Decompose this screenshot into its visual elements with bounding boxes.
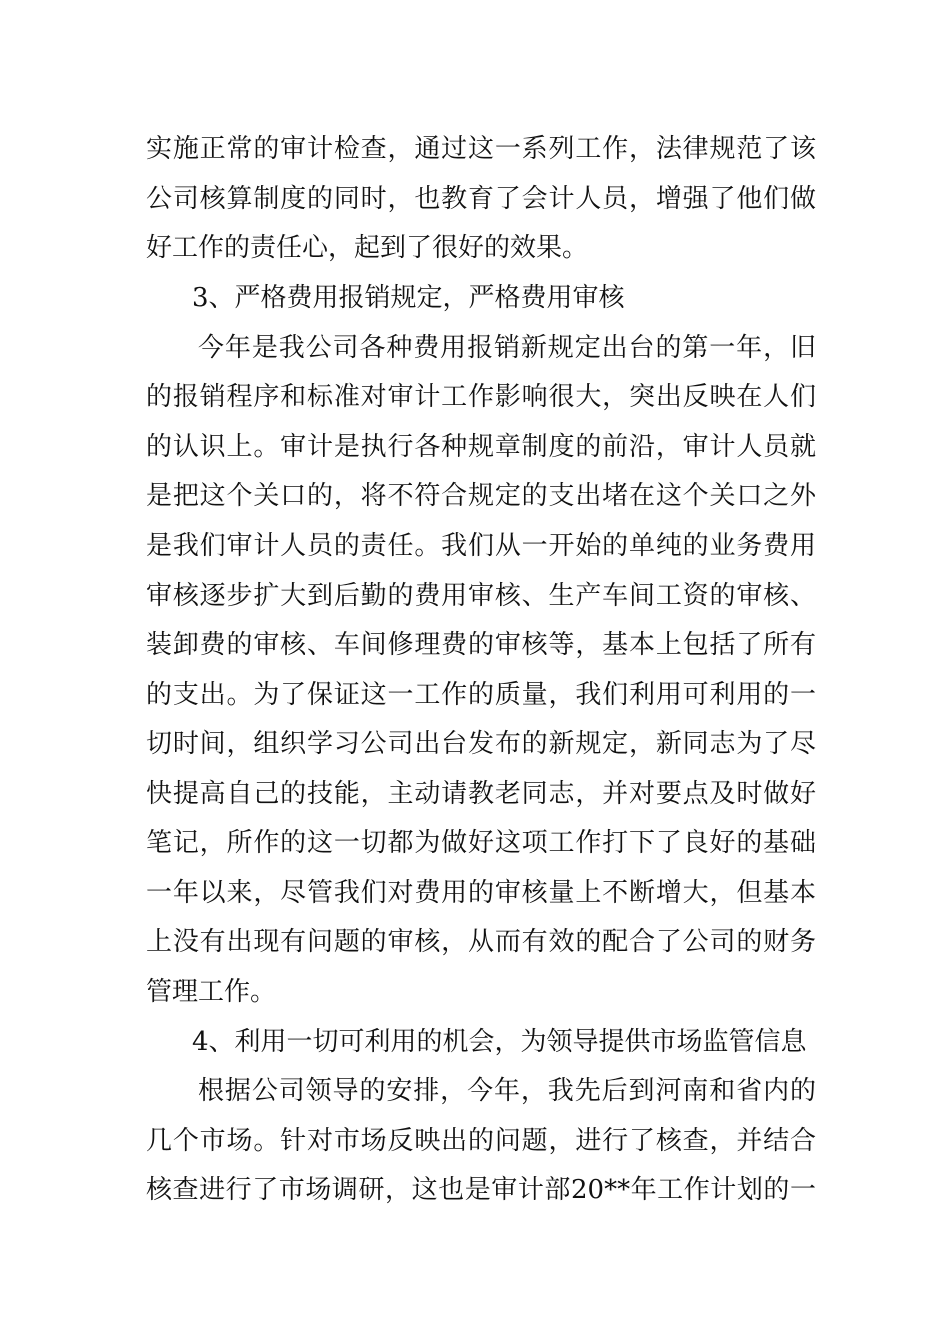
text-line: 实施正常的审计检查，通过这一系列工作，法律规范了该 — [146, 134, 816, 164]
text-line: 装卸费的审核、车间修理费的审核等，基本上包括了所有 — [146, 630, 816, 660]
text-line: 管理工作。 — [146, 977, 277, 1007]
text-line: 的报销程序和标准对审计工作影响很大，突出反映在人们 — [146, 382, 816, 412]
text-line: 核查进行了市场调研，这也是审计部20**年工作计划的一 — [146, 1175, 816, 1205]
text-line: 笔记，所作的这一切都为做好这项工作打下了良好的基础 — [146, 828, 816, 858]
section-heading: 3、严格费用报销规定，严格费用审核 — [192, 283, 625, 313]
text-line: 是我们审计人员的责任。我们从一开始的单纯的业务费用 — [146, 531, 816, 561]
text-line: 几个市场。针对市场反映出的问题，进行了核查，并结合 — [146, 1126, 816, 1156]
text-line: 的认识上。审计是执行各种规章制度的前沿，审计人员就 — [146, 432, 816, 462]
text-line: 好工作的责任心，起到了很好的效果。 — [146, 233, 589, 263]
text-line: 的支出。为了保证这一工作的质量，我们利用可利用的一 — [146, 680, 816, 710]
text-line: 快提高自己的技能，主动请教老同志，并对要点及时做好 — [146, 779, 816, 809]
text-line: 根据公司领导的安排，今年，我先后到河南和省内的 — [198, 1076, 816, 1106]
text-line: 上没有出现有问题的审核，从而有效的配合了公司的财务 — [146, 927, 816, 957]
text-line: 一年以来，尽管我们对费用的审核量上不断增大，但基本 — [146, 878, 816, 908]
text-line: 是把这个关口的，将不符合规定的支出堵在这个关口之外 — [146, 481, 816, 511]
text-line: 审核逐步扩大到后勤的费用审核、生产车间工资的审核、 — [146, 581, 816, 611]
section-heading: 4、利用一切可利用的机会，为领导提供市场监管信息 — [192, 1027, 807, 1057]
text-line: 今年是我公司各种费用报销新规定出台的第一年，旧 — [198, 333, 816, 363]
text-line: 公司核算制度的同时，也教育了会计人员，增强了他们做 — [146, 184, 816, 214]
text-line: 切时间，组织学习公司出台发布的新规定，新同志为了尽 — [146, 729, 816, 759]
